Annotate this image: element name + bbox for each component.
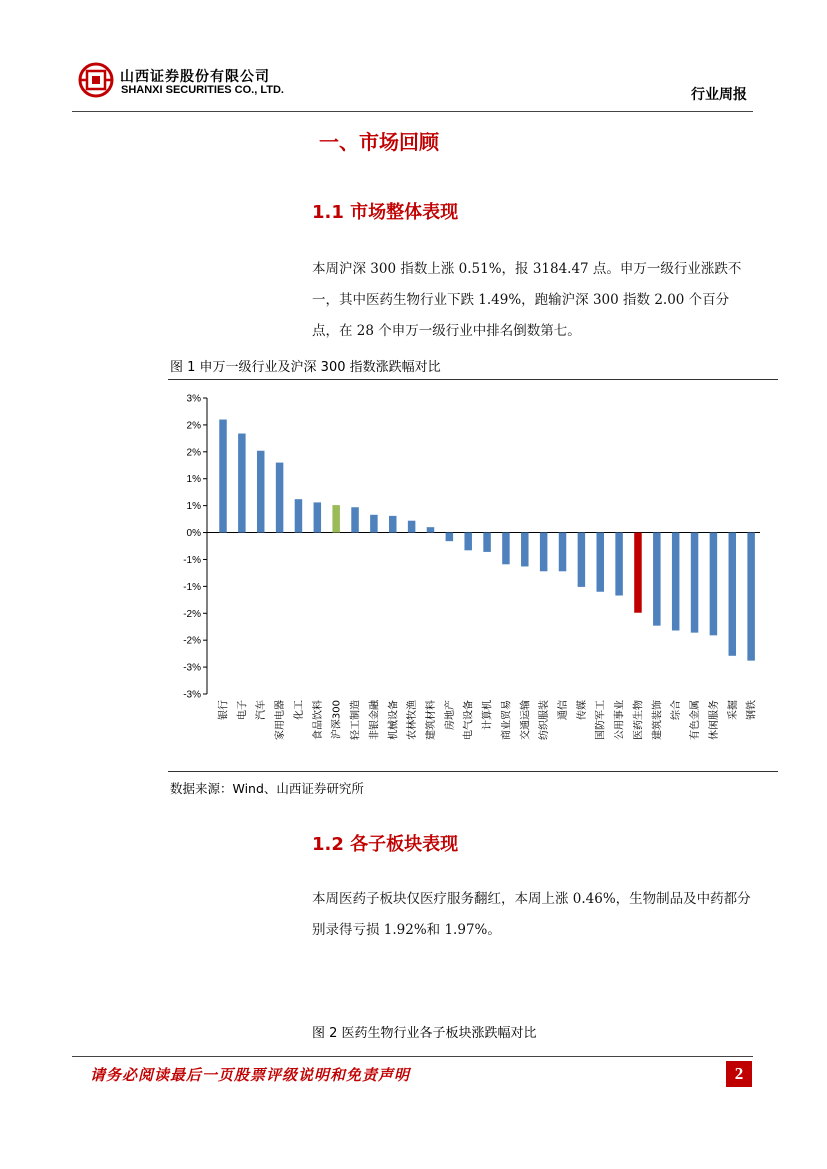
- figure1-caption: 图 1 申万一级行业及沪深 300 指数涨跌幅对比: [170, 360, 441, 375]
- category-label: 电气设备: [463, 700, 475, 740]
- bar-沪深300: [332, 505, 340, 532]
- bar-汽车: [257, 451, 265, 533]
- bar-商业贸易: [502, 533, 510, 565]
- y-tick-label: -2%: [183, 635, 201, 647]
- category-label: 电子: [237, 700, 249, 720]
- category-label: 房地产: [444, 700, 456, 730]
- y-tick-label: 1%: [186, 501, 201, 513]
- category-label: 家用电器: [275, 700, 287, 740]
- category-label: 计算机: [482, 700, 494, 730]
- disclaimer-link[interactable]: 请务必阅读最后一页股票评级说明和免责声明: [90, 1066, 411, 1084]
- y-tick-label: -3%: [183, 662, 201, 674]
- bar-传媒: [578, 533, 586, 587]
- company-name-en: SHANXI SECURITIES CO., LTD.: [121, 84, 284, 96]
- y-tick-label: 2%: [186, 447, 201, 459]
- bar-有色金属: [691, 533, 699, 633]
- footer-divider: [72, 1056, 753, 1057]
- category-label: 综合: [671, 700, 683, 720]
- bar-医药生物: [634, 533, 642, 613]
- category-label: 建筑装饰: [652, 700, 664, 740]
- bar-轻工制造: [351, 507, 359, 532]
- bar-采掘: [729, 533, 737, 656]
- y-tick-label: 1%: [186, 474, 201, 486]
- category-label: 轻工制造: [350, 700, 362, 740]
- bar-房地产: [446, 533, 454, 542]
- subsection-title-1-2: 1.2 各子板块表现: [312, 834, 459, 855]
- category-label: 银行: [218, 700, 230, 720]
- category-label: 钢铁: [746, 700, 758, 720]
- subsection-title-1-1: 1.1 市场整体表现: [312, 202, 459, 223]
- market-overview-paragraph: 本周沪深 300 指数上涨 0.51%，报 3184.47 点。申万一级行业涨跌不一，其中医药生物行业下跌 1.49%，跑输沪深 300 指数 2.00 个百分点，在 28 个申万一级行业中排名倒数第七。: [312, 261, 742, 339]
- figure2-caption: 图 2 医药生物行业各子板块涨跌幅对比: [312, 1026, 537, 1041]
- bar-建筑装饰: [653, 533, 661, 626]
- y-tick-label: -1%: [183, 554, 201, 566]
- category-label: 交通运输: [520, 700, 532, 740]
- category-label: 国防军工: [595, 700, 607, 740]
- bar-国防军工: [596, 533, 604, 592]
- y-tick-label: -3%: [183, 689, 201, 701]
- bar-非银金融: [370, 515, 378, 533]
- bar-交通运输: [521, 533, 529, 567]
- category-label: 农林牧渔: [407, 700, 419, 740]
- bar-家用电器: [276, 463, 284, 533]
- y-tick-label: -2%: [183, 608, 201, 620]
- category-label: 医药生物: [633, 700, 645, 740]
- y-tick-label: -1%: [183, 581, 201, 593]
- subsector-paragraph: 本周医药子板块仅医疗服务翻红，本周上涨 0.46%，生物制品及中药都分别录得亏损 1.92%和 1.97%。: [312, 891, 751, 938]
- category-label: 机械设备: [388, 700, 400, 740]
- category-label: 通信: [558, 700, 570, 720]
- company-logo: [78, 62, 114, 98]
- bar-休闲服务: [710, 533, 718, 636]
- bar-化工: [295, 499, 303, 532]
- category-label: 采掘: [727, 700, 739, 720]
- section-title: 一、市场回顾: [319, 130, 439, 154]
- category-label: 传媒: [576, 700, 588, 720]
- bar-建筑材料: [427, 527, 435, 532]
- header-divider: [72, 111, 753, 112]
- category-label: 休闲服务: [708, 700, 720, 740]
- category-label: 非银金融: [369, 700, 381, 740]
- report-type: 行业周报: [691, 87, 747, 103]
- category-label: 化工: [293, 700, 305, 720]
- bar-电气设备: [464, 533, 472, 551]
- bar-银行: [219, 420, 227, 533]
- category-label: 有色金属: [690, 700, 702, 740]
- bar-通信: [559, 533, 567, 572]
- bar-计算机: [483, 533, 491, 552]
- industry-performance-chart: [170, 386, 770, 766]
- y-tick-label: 0%: [186, 528, 201, 540]
- category-label: 公用事业: [614, 700, 626, 740]
- category-label: 商业贸易: [501, 700, 513, 740]
- bar-电子: [238, 434, 246, 533]
- bar-食品饮料: [314, 502, 322, 532]
- y-tick-label: 3%: [186, 393, 201, 405]
- category-label: 沪深300: [331, 700, 343, 740]
- bar-机械设备: [389, 516, 397, 533]
- page-number: 2: [726, 1061, 752, 1087]
- bar-农林牧渔: [408, 521, 416, 533]
- bar-纺织服装: [540, 533, 548, 572]
- category-label: 纺织服装: [539, 700, 551, 740]
- category-label: 建筑材料: [425, 700, 437, 740]
- figure1-top-rule: [168, 379, 778, 380]
- bar-公用事业: [615, 533, 623, 596]
- bar-综合: [672, 533, 680, 631]
- company-name-cn: 山西证券股份有限公司: [120, 69, 270, 85]
- y-tick-label: 2%: [186, 420, 201, 432]
- bar-钢铁: [747, 533, 755, 661]
- category-label: 食品饮料: [312, 700, 324, 740]
- figure1-bottom-rule: [168, 771, 778, 772]
- category-label: 汽车: [256, 700, 268, 720]
- figure1-source: 数据来源：Wind、山西证券研究所: [170, 781, 364, 796]
